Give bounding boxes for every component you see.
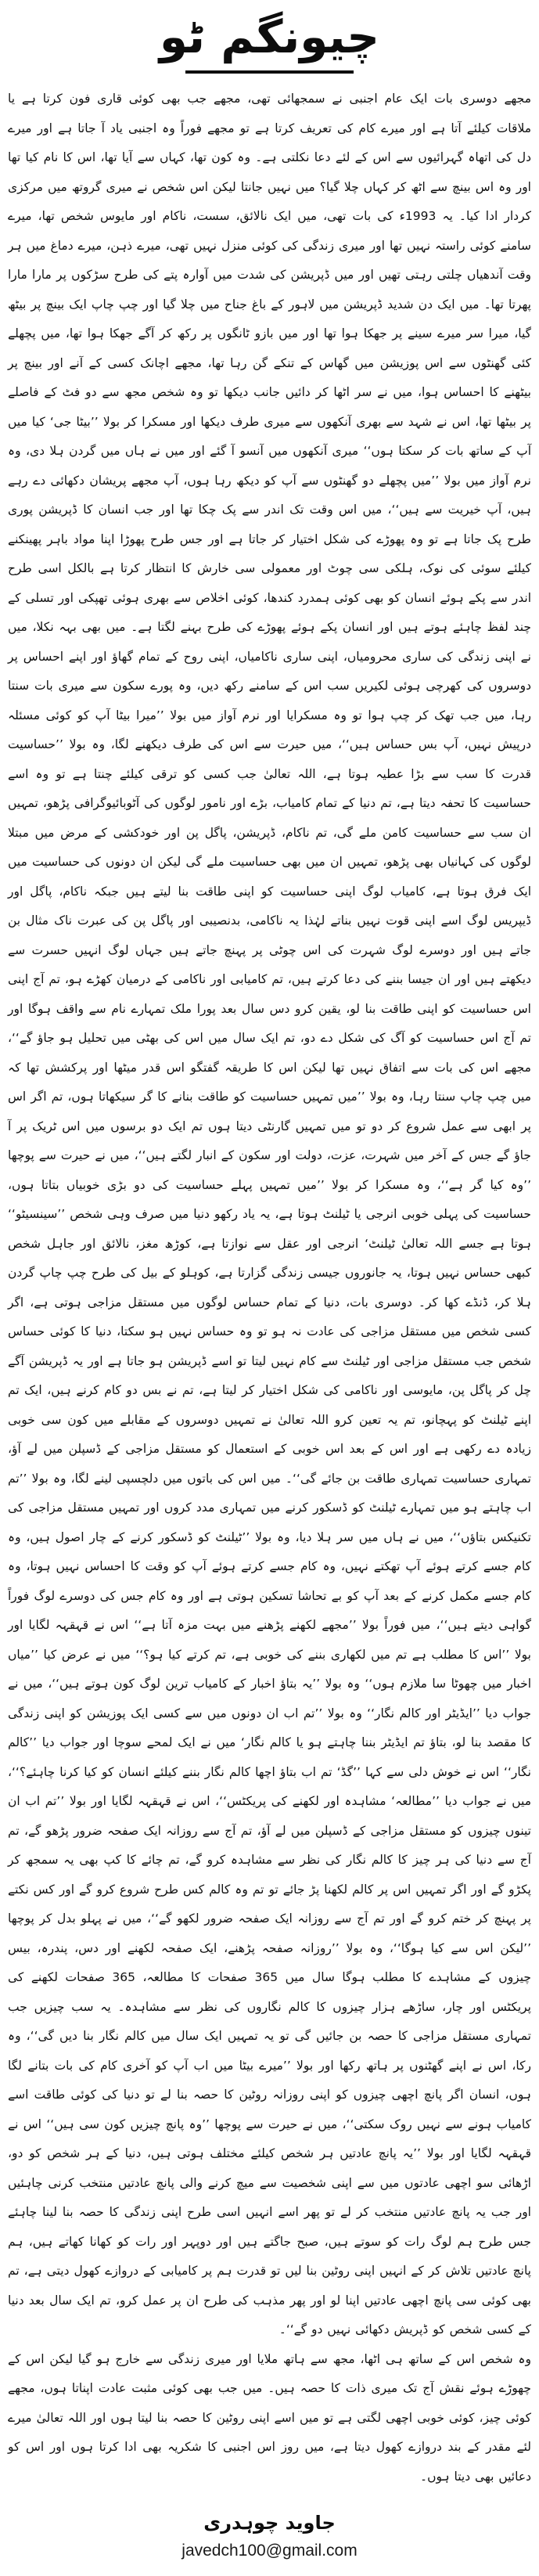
article-title: چیونگم ٹو <box>159 10 380 63</box>
article-body <box>8 85 531 2491</box>
author-name: جاوید چوہدری <box>203 2512 336 2535</box>
masthead <box>8 5 531 74</box>
byline <box>8 2512 531 2560</box>
title-divider <box>185 70 354 74</box>
article-paragraph-closing: وہ شخص اس کے ساتھ ہی اٹھا، مجھ سے ہاتھ ملایا اور میری زندگی سے خارج ہو گیا لیکن اس کے چھوڑے ہوئے نقش آج تک میری ذات کا حصہ ہیں۔ میں جب بھی کوئی مثبت عادت اپناتا ہوں، مجھے کوئی چیز، کوئی خوبی اچھی لگتی ہے تو میں اسے اپنی روٹین کا حصہ بنا لیتا ہوں اور اللہ تعالیٰ میرے لئے مقدر کے بند دروازے کھول دیتا ہے، میں روز اس اجنبی کا شکریہ بھی ادا کرتا ہوں اور اس کو دعائیں بھی دیتا ہوں۔ <box>8 2351 531 2484</box>
author-email: javedch100@gmail.com <box>181 2542 358 2560</box>
article-paragraph-main: مجھے دوسری بات ایک عام اجنبی نے سمجھائی تھی، مجھے جب بھی کوئی قاری فون کرتا ہے یا ملاقات کیلئے آتا ہے اور میرے کام کی تعریف کرتا ہے تو مجھے فوراً وہ اجنبی یاد آ جاتا ہے اور میرے دل کی اتھاہ گہرائیوں سے اس کے لئے دعا نکلتی ہے۔ وہ کون تھا، کہاں سے آیا تھا، اس کا نام کیا تھا اور وہ اس بینچ سے اٹھ کر کہاں چلا گیا؟ میں نہیں جانتا لیکن اس شخص نے میری گروتھ میں مرکزی کردار ادا کیا۔ یہ 1993ء کی بات تھی، میں ایک نالائق، سست، ناکام اور مایوس شخص تھا، میرے سامنے کوئی راستہ نہیں تھا اور میری زندگی کی کوئی منزل نہیں تھی، میرے ذہن، میرے دماغ میں ہر وقت آندھیاں چلتی رہتی تھیں اور میں ڈپریشن کی شدت میں آوارہ پتے کی طرح سڑکوں پر مارا مارا پھرتا تھا۔ میں ایک دن شدید ڈپریشن میں لاہور کے باغ جناح میں چلا گیا اور چپ چاپ ایک بینچ پر بیٹھ گیا، میرا سر میرے سینے پر جھکا ہوا تھا اور میں بازو ٹانگوں پر رکھ کر آگے جھکا ہوا تھا، میں پچھلے کئی گھنٹوں سے اس پوزیشن میں گھاس کے تنکے گن رہا تھا، مجھے اچانک کسی کے آنے اور بینچ پر بیٹھنے کا احساس ہوا، میں نے سر اٹھا کر دائیں جانب دیکھا تو وہ شخص مجھ سے دو فٹ کے فاصلے پر بیٹھا تھا، اس نے شہد سے بھری آنکھوں سے میری طرف دیکھا اور مسکرا کر بولا ’’بیٹا جی‘ کیا میں آپ کے ساتھ بات کر سکتا ہوں‘‘ میری آنکھوں میں آنسو آ گئے اور میں نے ہاں میں گردن ہلا دی، وہ نرم آواز میں بولا ’’میں پچھلے دو گھنٹوں سے آپ کو دیکھ رہا ہوں، آپ مجھے پریشان دکھائی دے رہے ہیں، آپ خیریت سے ہیں‘‘، میں اس وقت تک اندر سے پک چکا تھا اور جب انسان کا ڈپریشن پوری طرح پک جاتا ہے تو وہ پھوڑے کی شکل اختیار کر جاتا ہے اور جس طرح پھوڑا اپنا مواد باہر پھینکنے کیلئے سوئی کی نوک، ہلکی سی چوٹ اور معمولی سی خارش کا انتظار کرتا ہے بالکل اسی طرح اندر سے پکے ہوئے انسان کو بھی کوئی ہمدرد کندھا، کوئی اخلاص سے بھری ہوئی تھپکی اور تسلی کے چند لفظ چاہئے ہوتے ہیں اور انسان پکے ہوئے پھوڑے کی طرح بہنے لگتا ہے۔ میں بھی بہہ نکلا، میں نے اپنی زندگی کی ساری محرومیاں، اپنی ساری ناکامیاں، اپنی روح کے تمام گھاؤ اور اپنے احساس پر دوسروں کی کھرچی ہوئی لکیریں سب اس کے سامنے رکھ دیں، وہ پورے سکون سے میری بات سنتا رہا، میں جب تھک کر چپ ہوا تو وہ مسکرایا اور نرم آواز میں بولا ’’میرا بیٹا آپ کو کوئی مسئلہ درپیش نہیں، آپ بس حساس ہیں‘‘، میں حیرت سے اس کی طرف دیکھنے لگا، وہ بولا ’’حساسیت قدرت کا سب سے بڑا عطیہ ہوتا ہے، اللہ تعالیٰ جب کسی کو ترقی کیلئے چنتا ہے تو وہ اسے حساسیت کا تحفہ دیتا ہے، تم دنیا کے تمام کامیاب، بڑے اور نامور لوگوں کی آٹوبائیوگرافی پڑھو، تمہیں ان سب سے حساسیت کامن ملے گی، تم ناکام، ڈپریشن، پاگل پن اور خودکشی کے مرض میں مبتلا لوگوں کی کہانیاں بھی پڑھو، تمہیں ان میں بھی حساسیت ملے گی لیکن ان دونوں کی حساسیت میں ایک فرق ہوتا ہے، کامیاب لوگ اپنی حساسیت کو اپنی طاقت بنا لیتے ہیں جبکہ ناکام، پاگل اور ڈیپریس لوگ اسے اپنی قوت نہیں بناتے لہٰذا یہ ناکامی، بدنصیبی اور پاگل پن کی عبرت ناک مثال بن جاتے ہیں اور دوسرے لوگ شہرت کی اس چوٹی پر پہنچ جاتے ہیں جہاں لوگ انہیں حسرت سے دیکھتے ہیں اور ان جیسا بننے کی دعا کرتے ہیں، تم کامیابی اور ناکامی کے درمیان کھڑے ہو، تم آج اپنی اس حساسیت کو اپنی طاقت بنا لو، یقین کرو دس سال بعد پورا ملک تمہارے نام سے واقف ہوگا اور تم آج اس حساسیت کو آگ کی شکل دے دو، تم ایک سال میں اس کی بھٹی میں تحلیل ہو جاؤ گے‘‘، مجھے اس کی بات سے اتفاق نہیں تھا لیکن اس کا طریقہ گفتگو اس قدر میٹھا اور پرکشش تھا کہ میں چپ چاپ سنتا رہا، وہ بولا ’’میں تمہیں حساسیت کو طاقت بنانے کا گر سیکھاتا ہوں، تم اگر اس پر ابھی سے عمل شروع کر دو تو میں تمہیں گارنٹی دیتا ہوں تم ایک دو برسوں میں اس ٹریک پر آ جاؤ گے جس کے آخر میں شہرت، عزت، دولت اور سکون کے انبار لگتے ہیں‘‘، میں نے حیرت سے پوچھا ’’وہ کیا گر ہے‘‘، وہ مسکرا کر بولا ’’میں تمہیں پہلے حساسیت کی دو بڑی خوبیاں بتاتا ہوں، حساسیت کی پہلی خوبی انرجی یا ٹیلنٹ ہوتا ہے، یہ یاد رکھو دنیا میں صرف وہی شخص ’’سینسیٹو‘‘ ہوتا ہے جسے اللہ تعالیٰ ٹیلنٹ‘ انرجی اور عقل سے نوازتا ہے، کوڑھ مغز، نالائق اور جاہل شخص کبھی حساس نہیں ہوتا، یہ جانوروں جیسی زندگی گزارتا ہے، کوہلو کے بیل کی طرح چپ چاپ گردن ہلا کر، ڈنڈے کھا کر۔ دوسری بات، دنیا کے تمام حساس لوگوں میں مستقل مزاجی ہوتی ہے، اگر کسی شخص میں مستقل مزاجی کی عادت نہ ہو تو وہ حساس نہیں ہو سکتا، دنیا کا کوئی حساس شخص جب مستقل مزاجی اور ٹیلنٹ سے کام نہیں لیتا تو اسے ڈپریشن ہو جاتا ہے اور یہ ڈپریشن آگے چل کر پاگل پن، مایوسی اور ناکامی کی شکل اختیار کر لیتا ہے، تم نے بس دو کام کرنے ہیں، ایک تم اپنے ٹیلنٹ کو پہچانو، تم یہ تعین کرو اللہ تعالیٰ نے تمہیں دوسروں کے مقابلے میں کون سی خوبی زیادہ دے رکھی ہے اور اس کے بعد اس خوبی کے استعمال کو مستقل مزاجی کے ڈسپلن میں لے آؤ، تمہاری حساسیت تمہاری طاقت بن جائے گی‘‘۔ میں اس کی باتوں میں دلچسپی لینے لگا، وہ بولا ’’تم اب چاہتے ہو میں تمہارے ٹیلنٹ کو ڈسکور کرنے میں تمہاری مدد کروں اور تمہیں مستقل مزاجی کی تکنیکس بتاؤں‘‘، میں نے ہاں میں سر ہلا دیا، وہ بولا ’’ٹیلنٹ کو ڈسکور کرنے کے چار اصول ہیں، وہ کام جسے کرتے ہوئے آپ تھکتے نہیں، وہ کام جسے کرتے ہوئے آپ کو وقت کا احساس نہیں ہوتا، وہ کام جسے مکمل کرنے کے بعد آپ کو بے تحاشا تسکین ہوتی ہے اور وہ کام جس کی دوسرے لوگ فوراً گواہی دیتے ہیں‘‘، میں فوراً بولا ’’مجھے لکھنے پڑھنے میں بہت مزہ آتا ہے‘‘ اس نے قہقہہ لگایا اور بولا ’’اس کا مطلب ہے تم میں لکھاری بننے کی خوبی ہے، تم کرتے کیا ہو؟‘‘ میں نے عرض کیا ’’میاں اخبار میں چھوٹا سا ملازم ہوں‘‘ وہ بولا ’’یہ بتاؤ اخبار کے کامیاب ترین لوگ کون ہوتے ہیں‘‘، میں نے جواب دیا ’’ایڈیٹر اور کالم نگار‘‘ وہ بولا ’’تم اب ان دونوں میں سے کسی ایک پوزیشن کو اپنی زندگی کا مقصد بنا لو، بتاؤ تم ایڈیٹر بننا چاہتے ہو یا کالم نگار‘ میں نے ایک لمحے سوچا اور جواب دیا ’’کالم نگار‘‘ اس نے خوش دلی سے کہا ’’گڈ‘ تم اب بتاؤ اچھا کالم نگار بننے کیلئے انسان کو کیا کرنا چاہئے؟‘‘، میں نے جواب دیا ’’مطالعہ‘ مشاہدہ اور لکھنے کی پریکٹس‘‘، اس نے قہقہہ لگایا اور بولا ’’تم اب ان تینوں چیزوں کو مستقل مزاجی کے ڈسپلن میں لے آؤ، تم آج سے روزانہ ایک صفحہ ضرور پڑھو گے، تم آج سے دنیا کی ہر چیز کا کالم نگار کی نظر سے مشاہدہ کرو گے، تم چائے کا کپ بھی یہ سمجھ کر پکڑو گے اور اگر تمہیں اس پر کالم لکھنا پڑ جائے تو تم وہ کالم کس طرح شروع کرو گے اور کس نکتے پر پہنچ کر ختم کرو گے اور تم آج سے روزانہ ایک صفحہ ضرور لکھو گے‘‘، میں نے پہلو بدل کر پوچھا ’’لیکن اس سے کیا ہوگا‘‘، وہ بولا ’’روزانہ صفحہ پڑھنے، ایک صفحہ لکھنے اور دس، پندرہ، بیس چیزوں کے مشاہدے کا مطلب ہوگا سال میں 365 صفحات کا مطالعہ، 365 صفحات لکھنے کی پریکٹس اور چار، ساڑھے ہزار چیزوں کا کالم نگاروں کی نظر سے مشاہدہ۔ یہ سب چیزیں جب تمہاری مستقل مزاجی کا حصہ بن جائیں گی تو یہ تمہیں ایک سال میں کالم نگار بنا دیں گی‘‘، وہ رکا، اس نے اپنے گھٹنوں پر ہاتھ رکھا اور بولا ’’میرے بیٹا میں اب آپ کو آخری کام کی بات بتانے لگا ہوں، انسان اگر پانچ اچھی چیزوں کو اپنی روزانہ روٹین کا حصہ بنا لے تو دنیا کی کوئی طاقت اسے کامیاب ہونے سے نہیں روک سکتی‘‘، میں نے حیرت سے پوچھا ’’وہ پانچ چیزیں کون سی ہیں‘‘ اس نے قہقہہ لگایا اور بولا ’’یہ پانچ عادتیں ہر شخص کیلئے مختلف ہوتی ہیں، دنیا کے ہر شخص کو دو، اڑھائی سو اچھی عادتوں میں سے اپنی شخصیت سے میچ کرنے والی پانچ عادتیں منتخب کرنی چاہئیں اور جب یہ پانچ عادتیں منتخب کر لے تو پھر اسے انہیں اسی طرح اپنی زندگی کا حصہ بنا لینا چاہئے جس طرح ہم لوگ رات کو سوتے ہیں، صبح جاگتے ہیں اور دوپہر اور رات کو کھانا کھاتے ہیں، ہم پانچ عادتیں تلاش کر کے انہیں اپنی روٹین بنا لیں تو قدرت ہم پر کامیابی کے دروازے کھول دیتی ہے، تم بھی کوئی سی پانچ اچھی عادتیں اپنا لو اور پھر مذہب کی طرح ان پر عمل کرو، تم ایک سال بعد دنیا کے کسی شخص کو ڈپریش دکھائی نہیں دو گے‘‘۔ <box>7 92 532 2337</box>
